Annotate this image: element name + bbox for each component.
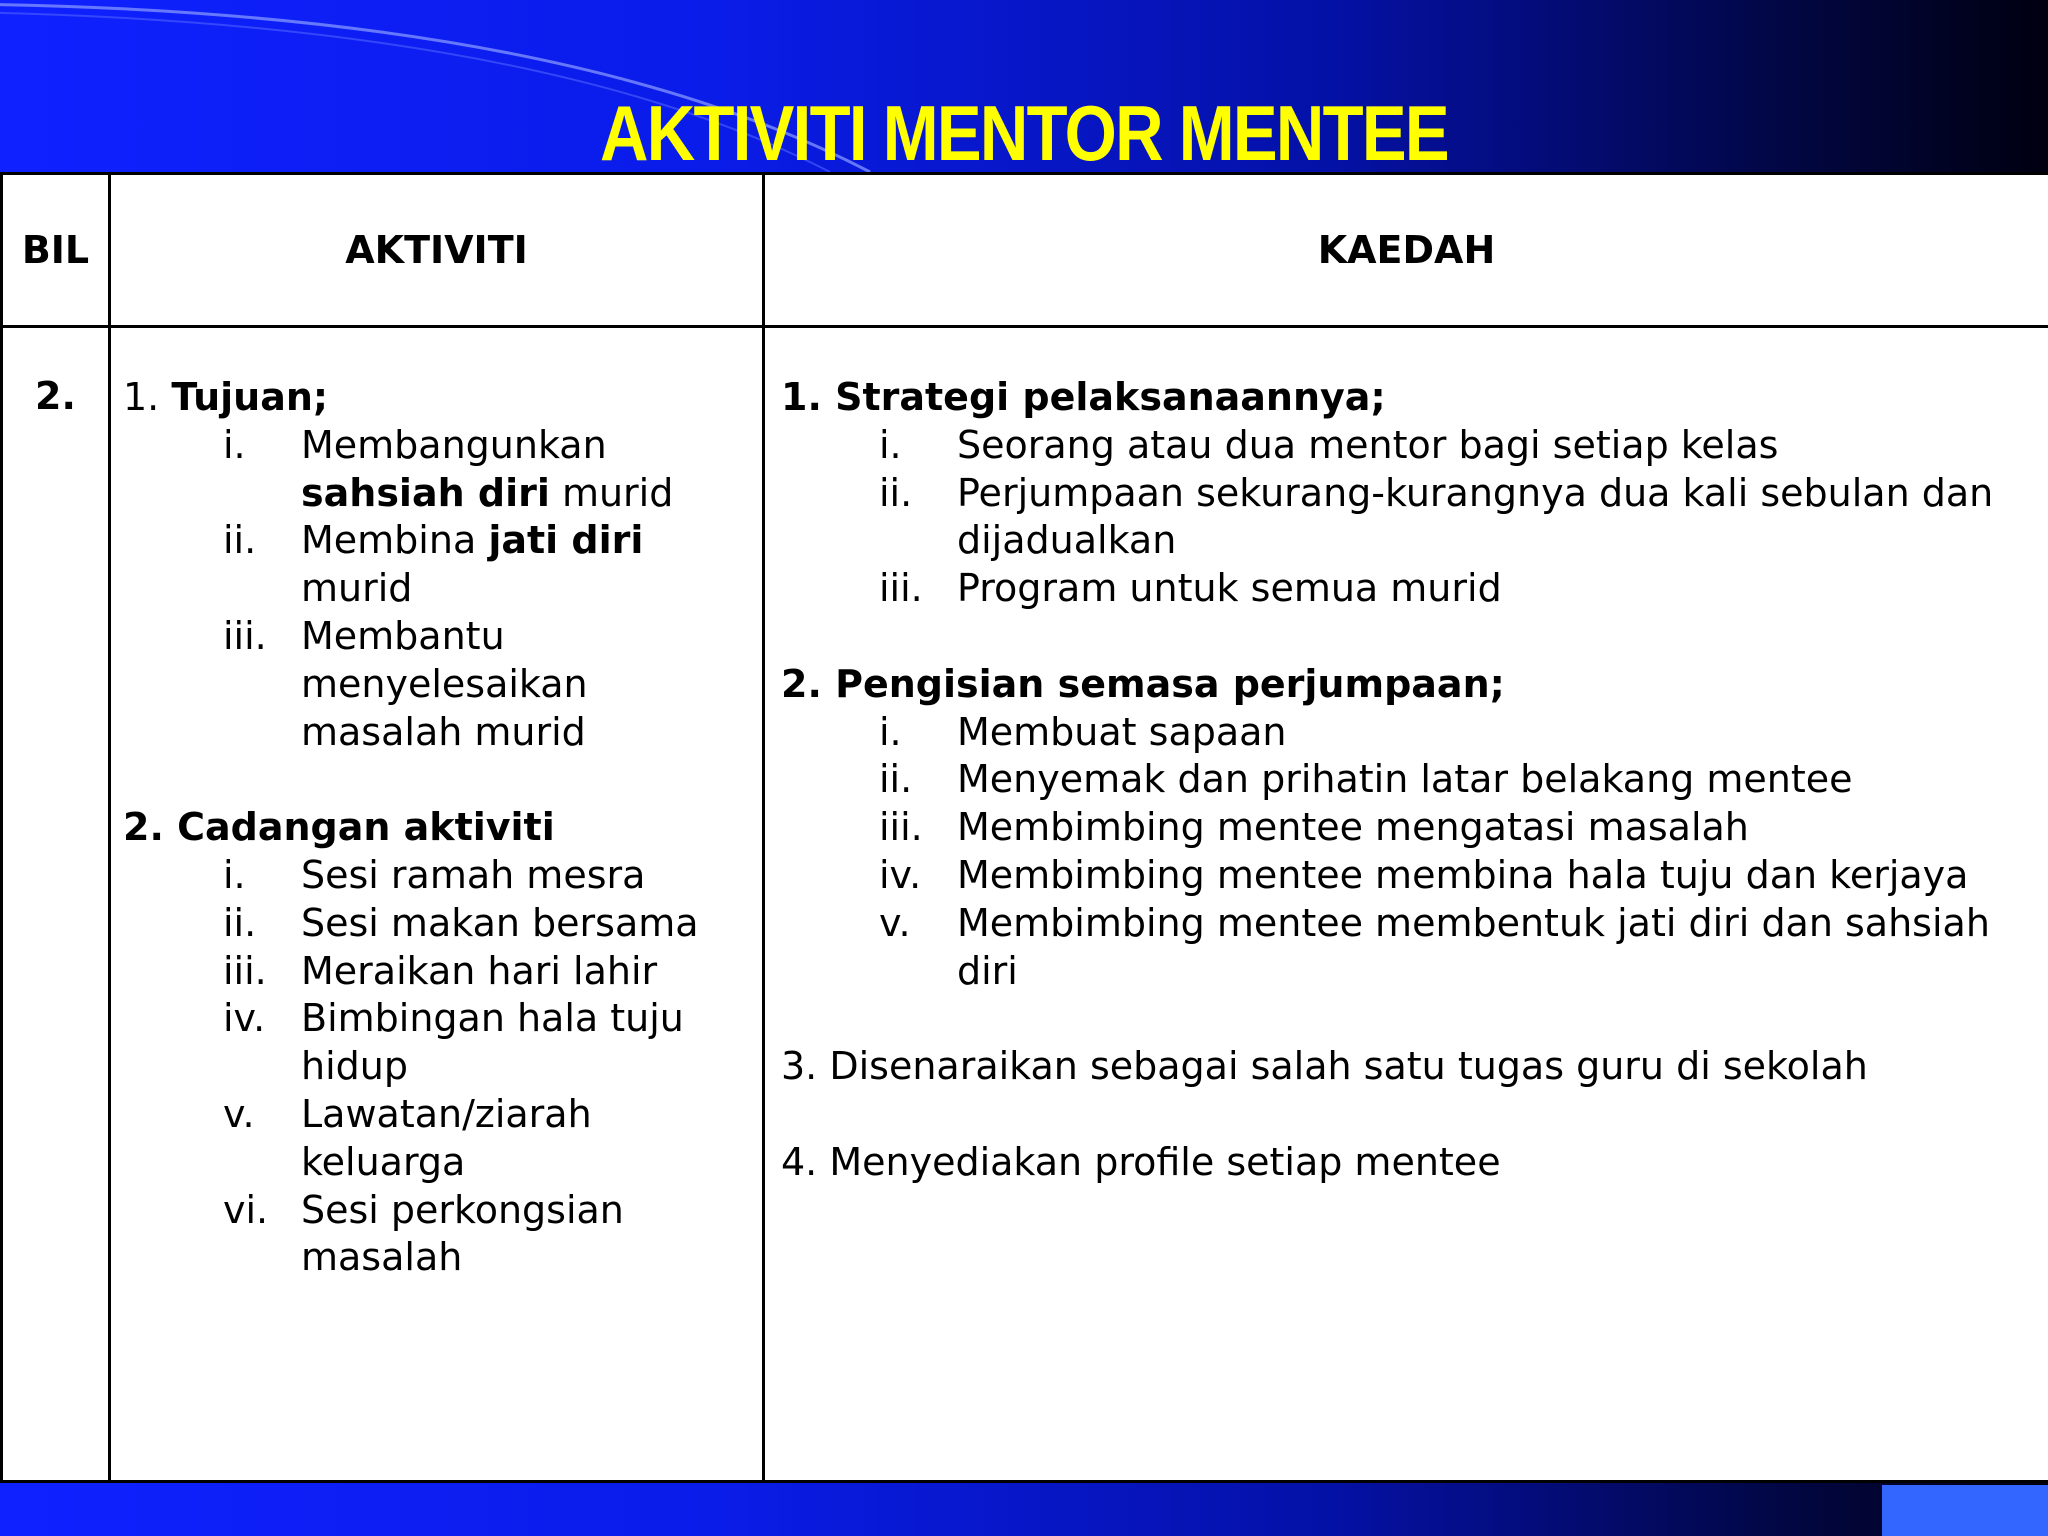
tujuan-number: 1. — [123, 375, 172, 419]
list-item: ii. Perjumpaan sekurang-kurangnya dua kali sebulan dan dijadualkan — [879, 470, 1994, 563]
table-row — [2, 327, 2048, 1482]
pengisian-list — [781, 709, 2036, 996]
list-item: iii. Program untuk semua murid — [879, 566, 1502, 611]
list-item: i. Seorang atau dua mentor bagi setiap kelas — [879, 422, 1779, 467]
pengisian-heading: 2. Pengisian semasa perjumpaan; — [781, 661, 1505, 706]
kaedah-cell — [764, 327, 2048, 1482]
header-kaedah: KAEDAH — [764, 174, 2048, 327]
list-item: ii. Menyemak dan prihatin latar belakang mentee — [879, 757, 1853, 802]
bil-number: 2. — [2, 327, 110, 1482]
list-item: ii. Sesi makan bersama — [223, 900, 699, 945]
footer-corner-box — [1882, 1485, 2048, 1536]
list-item: i. Membangunkan sahsiah diri murid — [223, 422, 674, 515]
tujuan-list — [123, 422, 750, 757]
list-item: iii. Membimbing mentee mengatasi masalah — [879, 805, 1749, 850]
cadangan-list — [123, 852, 750, 1282]
header-aktiviti: AKTIVITI — [110, 174, 764, 327]
list-item: v. Lawatan/ziarah keluarga — [223, 1091, 592, 1184]
header-bil: BIL — [2, 174, 110, 327]
list-item: v. Membimbing mentee membentuk jati diri dan sahsiah diri — [879, 900, 1990, 993]
aktiviti-cell — [110, 327, 764, 1482]
strategi-list — [781, 422, 2036, 613]
cadangan-heading: 2. Cadangan aktiviti — [123, 805, 555, 850]
list-item: i. Membuat sapaan — [879, 709, 1287, 754]
point-3: 3. Disenaraikan sebagai salah satu tugas guru di sekolah — [781, 1044, 1868, 1089]
list-item: i. Sesi ramah mesra — [223, 852, 646, 897]
strategi-heading: 1. Strategi pelaksanaannya; — [781, 375, 1386, 419]
point-4: 4. Menyediakan profile setiap mentee — [781, 1139, 1501, 1184]
list-item: iii. Meraikan hari lahir — [223, 948, 658, 993]
table-header-row — [2, 174, 2048, 327]
list-item: iii. Membantu menyelesaikan masalah murid — [223, 613, 588, 754]
tujuan-heading — [123, 374, 750, 422]
footer-bar — [0, 1483, 2048, 1536]
list-item: iv. Bimbingan hala tuju hidup — [223, 996, 684, 1089]
slide-title: AKTIVITI MENTOR MENTEE — [600, 89, 1448, 177]
list-item: ii. Membina jati diri murid — [223, 518, 644, 611]
tujuan-label: Tujuan; — [171, 375, 329, 419]
list-item: iv. Membimbing mentee membina hala tuju dan kerjaya — [879, 852, 1969, 897]
activity-table — [0, 172, 2048, 1483]
list-item: vi. Sesi perkongsian masalah — [223, 1187, 624, 1280]
